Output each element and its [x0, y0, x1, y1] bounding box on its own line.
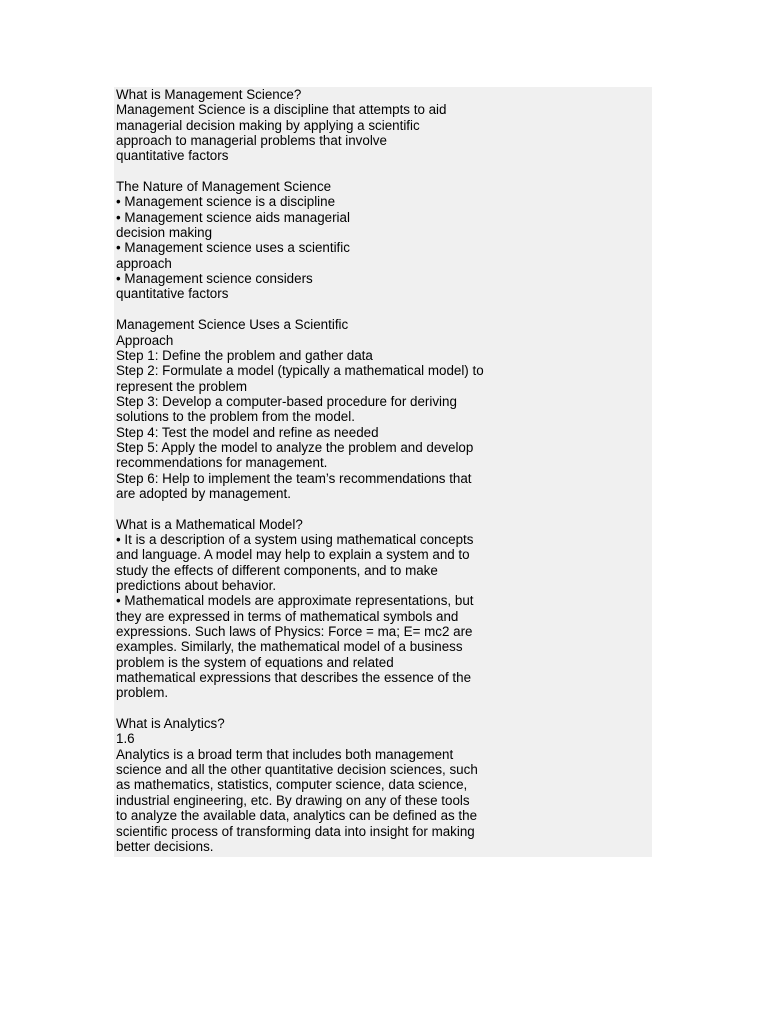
text-line: and language. A model may help to explain a system and to [116, 547, 470, 563]
text-line: What is Management Science? [116, 87, 302, 102]
text-block [114, 87, 652, 857]
text-line: are adopted by management. [116, 485, 291, 501]
text-line: represent the problem [116, 378, 248, 394]
text-line: industrial engineering, etc. By drawing on any of these tools [116, 792, 470, 808]
text-line: • Mathematical models are approximate representations, but [116, 593, 474, 609]
text-line: expressions. Such laws of Physics: Force = ma; E= mc2 are [116, 624, 473, 640]
text-line: quantitative factors [116, 286, 229, 302]
text-line: • Management science is a discipline [116, 194, 336, 210]
text-line: Management Science Uses a Scientific [116, 317, 349, 333]
blank-line [116, 501, 652, 516]
text-line: science and all the other quantitative decision sciences, such [116, 762, 478, 778]
text-line: to analyze the available data, analytics can be defined as the [116, 808, 478, 824]
text-line: they are expressed in terms of mathematical symbols and [116, 608, 459, 624]
text-line: 1.6 [116, 731, 135, 747]
text-line: Step 2: Formulate a model (typically a mathematical model) to [116, 363, 484, 379]
text-line: approach to managerial problems that involve [116, 133, 387, 149]
text-line: problem. [116, 685, 169, 701]
text-line: • Management science aids managerial [116, 209, 350, 225]
text-line: as mathematics, statistics, computer science, data science, [116, 777, 468, 793]
text-line: • Management science uses a scientific [116, 240, 350, 256]
text-line: mathematical expressions that describes the essence of the [116, 670, 472, 686]
blank-line [116, 164, 652, 179]
text-line: decision making [116, 225, 213, 241]
text-line: Approach [116, 332, 174, 348]
text-line: What is a Mathematical Model? [116, 516, 303, 532]
text-line: Step 5: Apply the model to analyze the problem and develop [116, 439, 474, 455]
text-line: solutions to the problem from the model. [116, 409, 355, 425]
text-line: The Nature of Management Science [116, 179, 332, 195]
text-line: Step 4: Test the model and refine as needed [116, 424, 379, 440]
text-line: scientific process of transforming data into insight for making [116, 823, 475, 839]
text-line: Step 6: Help to implement the team’s recommendations that [116, 470, 472, 486]
text-line: examples. Similarly, the mathematical model of a business [116, 639, 463, 655]
text-line: approach [116, 255, 172, 271]
text-line: What is Analytics? [116, 716, 225, 732]
text-line: Step 3: Develop a computer-based procedure for deriving [116, 393, 457, 409]
text-line: Step 1: Define the problem and gather data [116, 347, 373, 363]
text-line: study the effects of different components, and to make [116, 562, 438, 578]
text-line: Analytics is a broad term that includes both management [116, 746, 454, 762]
text-line: problem is the system of equations and related [116, 654, 394, 670]
text-line: predictions about behavior. [116, 578, 277, 593]
text-line: • Management science considers [116, 271, 313, 287]
text-line: quantitative factors [116, 148, 229, 164]
text-line: better decisions. [116, 838, 214, 854]
text-line: recommendations for management. [116, 455, 328, 471]
blank-line [116, 701, 652, 716]
blank-line [116, 302, 652, 317]
text-line: • It is a description of a system using mathematical concepts [116, 531, 474, 547]
text-line: Management Science is a discipline that attempts to aid [116, 102, 447, 118]
text-line: managerial decision making by applying a scientific [116, 117, 420, 133]
